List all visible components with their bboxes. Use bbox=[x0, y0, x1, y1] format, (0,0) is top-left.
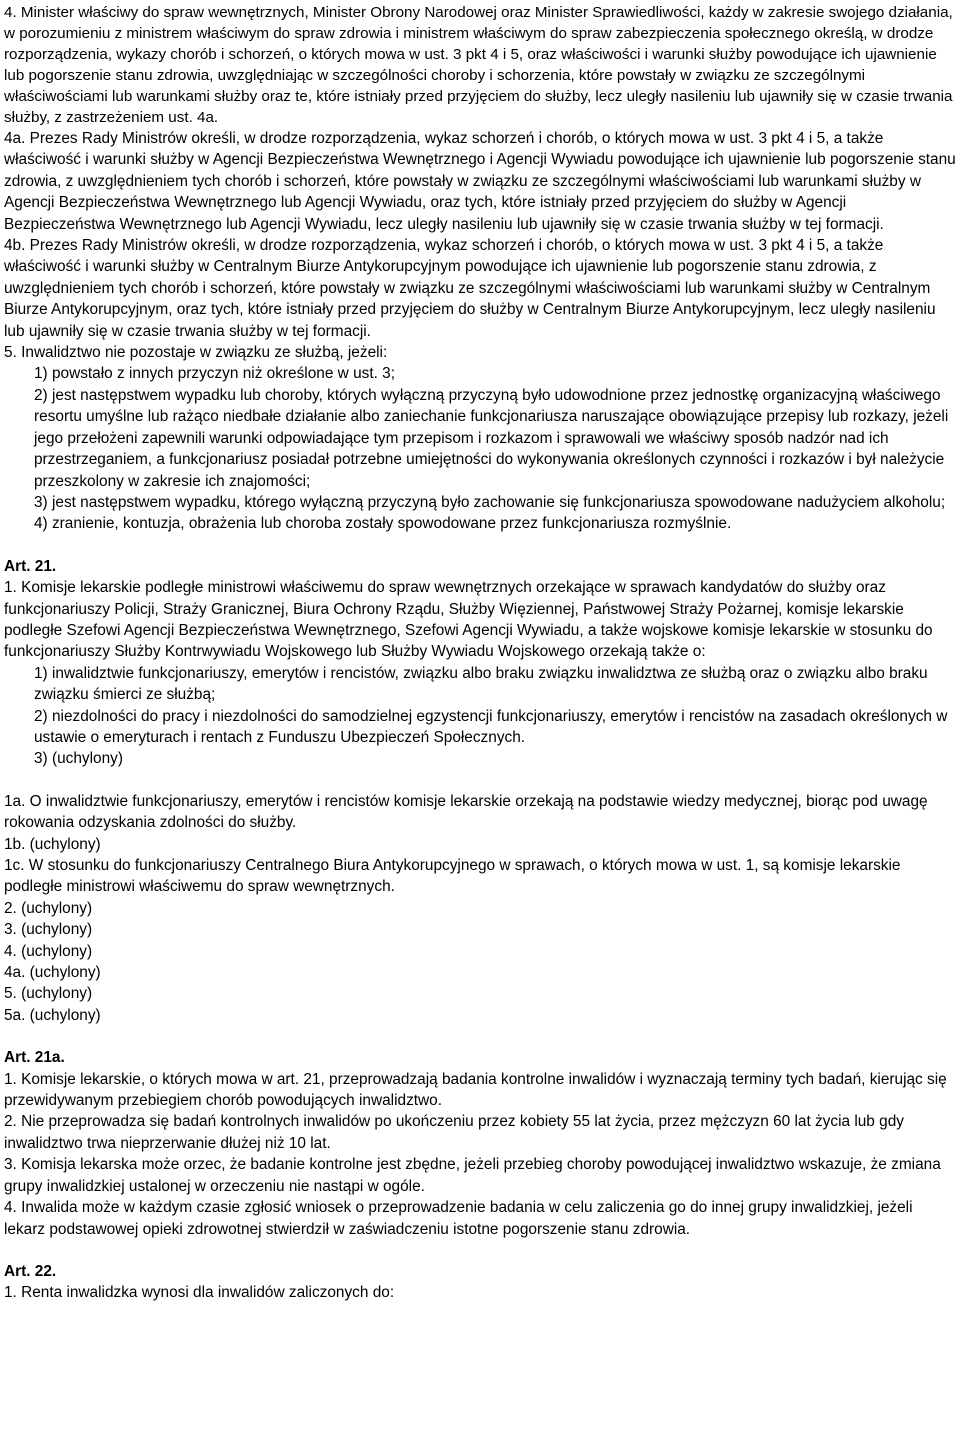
art21-para-4: 4. (uchylony) bbox=[4, 942, 93, 960]
art20-para-4a: 4a. Prezes Rady Ministrów określi, w drodze rozporządzenia, wykaz schorzeń i chorób, o których mowa w ust. 3 pkt 4 i 5, a także właściwość i warunki służby w Agencji Bezpieczeństwa Wewnętrznego i Agencji Wywiadu powodujące ich ujawnienie lub pogorszenie stanu zdrowia, z uwzględnieniem tych chorób i schorzeń, które powstały w związku ze szczególnymi właściwościami lub warunkami służby w Agencji Bezpieczeństwa Wewnętrznego lub Agencji Wywiadu, oraz tych, które istniały przed przyjęciem do służby w Agencji Bezpieczeństwa Wewnętrznego lub Agencji Wywiadu, lecz uległy nasileniu lub ujawniły się w czasie trwania służby w tej formacji. bbox=[4, 130, 956, 233]
art21-para-2: 2. (uchylony) bbox=[4, 899, 93, 917]
art20-para-5: 5. Inwalidztwo nie pozostaje w związku ze służbą, jeżeli: bbox=[4, 344, 388, 362]
art21-para-5: 5. (uchylony) bbox=[4, 985, 93, 1003]
art21a-para-3: 3. Komisja lekarska może orzec, że badanie kontrolne jest zbędne, jeżeli przebieg choroby powodującej inwalidztwo wskazuje, że zmiana grupy inwalidzkiej ustalonej w orzeczeniu nie nastąpi w ogóle. bbox=[4, 1156, 941, 1195]
art21a-para-1: 1. Komisje lekarskie, o których mowa w art. 21, przeprowadzają badania kontrolne inwalidów i wyznaczają terminy tych badań, kierując się przewidywanym przebiegiem chorób powodujących inwalidztwo. bbox=[4, 1070, 947, 1110]
art21-para-1c: 1c. W stosunku do funkcjonariuszy Centralnego Biura Antykorupcyjnego w sprawach, o których mowa w ust. 1, są komisje lekarskie podległe ministrowi właściwemu do spraw wewnętrznych. bbox=[4, 857, 901, 896]
art22-para-1: 1. Renta inwalidzka wynosi dla inwalidów zaliczonych do: bbox=[4, 1284, 395, 1302]
art21-1-item-1: 1) inwalidztwie funkcjonariuszy, emerytów i rencistów, związku albo braku związku inwalidztwa ze służbą oraz o związku albo braku związku śmierci ze służbą; bbox=[34, 664, 928, 704]
art22-heading: Art. 22. bbox=[4, 1262, 57, 1280]
art21-1-item-3: 3) (uchylony) bbox=[34, 750, 123, 768]
art20-5-item-2: 2) jest następstwem wypadku lub choroby, których wyłączną przyczyną było udowodnione przez jednostkę organizacyjną właściwego resortu umyślne lub rażąco niedbałe działanie albo zaniechanie funkcjonariusza naruszające obowiązujące przepisy lub rozkazy, jeżeli jego przełożeni zapewnili warunki odpowiadające tym przepisom i rozkazom i sprawowali we właściwy sposób nadzór nad ich przestrzeganiem, a funkcjonariusz posiadał potrzebne umiejętności do wykonywania określonych czynności i rozkazów i był należycie przeszkolony w zakresie ich znajomości; bbox=[34, 386, 949, 490]
spacer bbox=[4, 1240, 956, 1261]
spacer bbox=[4, 770, 956, 791]
spacer bbox=[4, 1026, 956, 1047]
art21-para-1: 1. Komisje lekarskie podległe ministrowi właściwemu do spraw wewnętrznych orzekające w sprawach kandydatów do służby oraz funkcjonariuszy Policji, Straży Granicznej, Biura Ochrony Rządu, Służby Więziennej, Państwowej Straży Pożarnej, komisje lekarskie podległe Szefowi Agencji Bezpieczeństwa Wewnętrznego, Szefowi Agencji Wywiadu, a także wojskowe komisje lekarskie w stosunku do funkcjonariuszy Służby Kontrwywiadu Wojskowego lub Służby Wywiadu Wojskowego orzekają także o: bbox=[4, 579, 933, 661]
art20-para-4b: 4b. Prezes Rady Ministrów określi, w drodze rozporządzenia, wykaz schorzeń i chorób, o których mowa w ust. 3 pkt 4 i 5, a także właściwość i warunki służby w Centralnym Biurze Antykorupcyjnym powodujące ich ujawnienie lub pogorszenie stanu zdrowia, z uwzględnieniem tych chorób i schorzeń, które powstały w związku ze szczególnymi właściwościami lub warunkami służby w Centralnym Biurze Antykorupcyjnym, oraz tych, które istniały przed przyjęciem do służby w Centralnym Biurze Antykorupcyjnym, lecz uległy nasileniu lub ujawniły się w czasie trwania służby w tej formacji. bbox=[4, 237, 936, 340]
art21-para-1b: 1b. (uchylony) bbox=[4, 835, 101, 853]
art21-para-4a: 4a. (uchylony) bbox=[4, 964, 101, 982]
art20-para-4: 4. Minister właściwy do spraw wewnętrznych, Minister Obrony Narodowej oraz Minister Sprawiedliwości, każdy w zakresie swojego działania, w porozumieniu z ministrem właściwym do spraw zdrowia i ministrem właściwym do spraw zabezpieczenia społecznego określą, w drodze rozporządzenia, wykazy chorób i schorzeń, o których mowa w ust. 3 pkt 4 i 5, oraz właściwości i warunki służby powodujące ich ujawnienie lub pogorszenie stanu zdrowia, uwzględniając w szczególności choroby i schorzenia, które powstały w związku ze szczególnymi właściwościami lub warunkami służby oraz te, które istniały przed przyjęciem do służby, lecz uległy nasileniu lub ujawniły się w czasie trwania służby, z zastrzeżeniem ust. 4a. bbox=[4, 4, 953, 126]
art21-para-3: 3. (uchylony) bbox=[4, 921, 93, 939]
art21-para-5a: 5a. (uchylony) bbox=[4, 1006, 101, 1024]
art21-heading: Art. 21. bbox=[4, 557, 57, 575]
art20-5-item-4: 4) zranienie, kontuzja, obrażenia lub choroba zostały spowodowane przez funkcjonariusza rozmyślnie. bbox=[34, 515, 732, 533]
spacer bbox=[4, 535, 956, 556]
art20-dense-block bbox=[4, 2, 956, 128]
art21a-heading: Art. 21a. bbox=[4, 1049, 65, 1067]
art21-1-item-2: 2) niezdolności do pracy i niezdolności do samodzielnej egzystencji funkcjonariuszy, emerytów i rencistów na zasadach określonych w ustawie o emeryturach i rentach z Funduszu Ubezpieczeń Społecznych. bbox=[34, 707, 948, 746]
art21a-para-2: 2. Nie przeprowadza się badań kontrolnych inwalidów po ukończeniu przez kobiety 55 lat życia, przez mężczyzn 60 lat życia lub gdy inwalidztwo trwa nieprzerwanie dłużej niż 10 lat. bbox=[4, 1113, 904, 1152]
art21-para-1a: 1a. O inwalidztwie funkcjonariuszy, emerytów i rencistów komisje lekarskie orzekają na podstawie wiedzy medycznej, biorąc pod uwagę rokowania odzyskania zdolności do służby. bbox=[4, 792, 928, 832]
art21a-para-4: 4. Inwalida może w każdym czasie zgłosić wniosek o przeprowadzenie badania w celu zaliczenia go do innej grupy inwalidzkiej, jeżeli lekarz podstawowej opieki zdrowotnej stwierdził w zaświadczeniu istotne pogorszenie stanu zdrowia. bbox=[4, 1199, 913, 1238]
art20-5-item-3: 3) jest następstwem wypadku, którego wyłączną przyczyną było zachowanie się funkcjonariusza spowodowane nadużyciem alkoholu; bbox=[34, 493, 946, 511]
art20-5-item-1: 1) powstało z innych przyczyn niż określone w ust. 3; bbox=[34, 365, 395, 383]
